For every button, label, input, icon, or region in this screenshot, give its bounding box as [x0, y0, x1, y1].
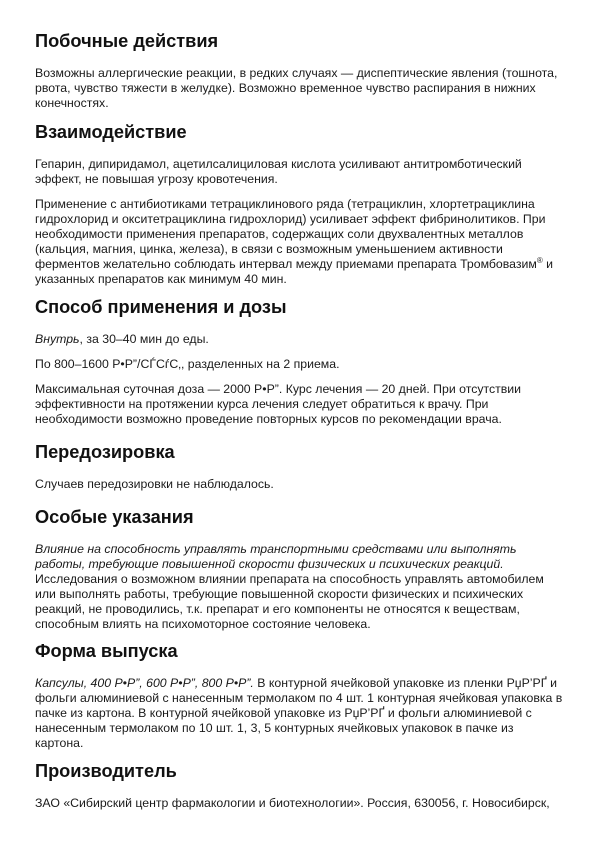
section-dosage — [35, 296, 565, 427]
section-special — [35, 506, 565, 632]
heading-dosage: Способ применения и дозы — [35, 297, 287, 317]
overdose-text: Случаев передозировки не наблюдалось. — [35, 477, 274, 491]
heading-form: Форма выпуска — [35, 641, 178, 661]
heading-special: Особые указания — [35, 507, 194, 527]
dosage-text-2: По 800–1600 Р•Р”/СЃСѓС‚, разделенных на 2 приема. — [35, 357, 340, 371]
form-text: Капсулы, 400 Р•Р”, 600 Р•Р”, 800 Р•Р”. В контурной ячейковой упаковке из пленки РџР’РҐ и фольги алюминиевой с нанесенным термолаком по 4 шт. 1 контурная ячейковая упаковка в пачке из картона. В контурной ячейковой упаковке из РџР’РҐ и фольги алюминиевой с нанесенным термолаком по 10 шт. 1, 3, 5 контурных ячейковых упаковок в пачке из картона. — [35, 676, 563, 750]
manufacturer-text: ЗАО «Сибирский центр фармакологии и биотехнологии». Россия, 630056, г. Новосибирск, — [35, 796, 550, 810]
side-effects-text: Возможны аллергические реакции, в редких случаях — диспептические явления (тошнота, рвота, чувство тяжести в желудке). Возможно временное чувство распирания в нижних конечностях. — [35, 66, 558, 110]
section-interaction — [35, 121, 565, 287]
special-text: Влияние на способность управлять транспортными средствами или выполнять работы, требующие повышенной скорости физических и психических реакций. Исследования о возможном влиянии препарата на способность управлять автомобилем или выполнять работы, требующие повышенной скорости физических и психических реакций, не проводились, т.к. препарат и его компоненты не относятся к веществам, способным влиять на психомоторное состояние человека. — [35, 542, 544, 631]
section-form — [35, 640, 565, 751]
registered-mark: ® — [536, 256, 543, 265]
heading-overdose: Передозировка — [35, 442, 175, 462]
section-side-effects — [35, 30, 565, 111]
heading-side-effects: Побочные действия — [35, 31, 219, 51]
dosage-text-3: Максимальная суточная доза — 2000 Р•Р”. Курс лечения — 20 дней. При отсутствии эффективности на протяжении курса лечения следует обратиться к врачу. При необходимости возможно проведение повторных курсов по рекомендации врача. — [35, 382, 522, 426]
section-overdose — [35, 441, 565, 492]
dosage-text-1: Внутрь, за 30–40 мин до еды. — [35, 332, 209, 346]
heading-interaction: Взаимодействие — [35, 122, 187, 142]
interaction-text-2: Применение с антибиотиками тетрациклинового ряда (тетрациклин, хлортетрациклина гидрохлорид и окситетрациклина гидрохлорид) усиливает эффект фибринолитиков. При необходимости применения препаратов, содержащих соли двухвалентных металлов (кальция, магния, цинка, железа), в связи с возможным уменьшением активности ферментов желательно соблюдать интервал между приемами препарата Тромбовазим® и указанных препаратов как минимум 40 мин. — [35, 197, 554, 286]
interaction-text-1: Гепарин, дипиридамол, ацетилсалициловая кислота усиливают антитромботический эффект, не повышая угрозу кровотечения. — [35, 157, 522, 186]
section-manufacturer — [35, 760, 565, 811]
heading-manufacturer: Производитель — [35, 761, 177, 781]
